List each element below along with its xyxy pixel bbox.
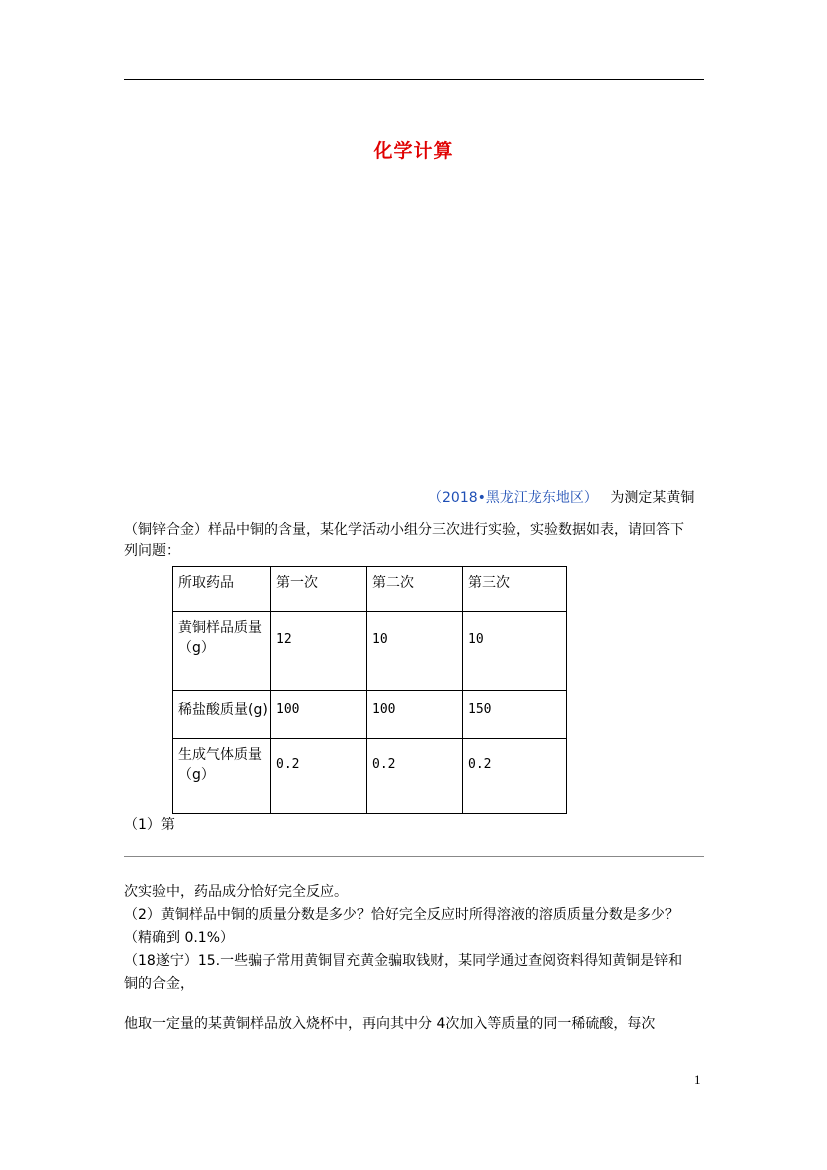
row-label-cell	[173, 739, 271, 814]
table-cell: 10	[367, 612, 463, 691]
section-divider	[124, 856, 704, 857]
row-label-unit: （g）	[178, 640, 215, 656]
table-cell: 150	[463, 691, 567, 739]
header-rule	[124, 79, 704, 80]
page-title: 化学计算	[373, 140, 454, 162]
table-row	[173, 691, 567, 739]
table-header-cell: 第三次	[463, 567, 567, 612]
table-cell: 0.2	[367, 739, 463, 814]
table-cell: 0.2	[463, 739, 567, 814]
problem1-source: （2018•黑龙江龙东地区）	[428, 490, 598, 506]
problem2-line2: 铜的合金，	[124, 976, 194, 992]
problem1-intro	[428, 488, 694, 508]
table-row	[173, 739, 567, 814]
question1-start: （1）第	[124, 817, 175, 833]
experiment-table	[172, 566, 567, 814]
table-row	[173, 612, 567, 691]
question2: （2）黄铜样品中铜的质量分数是多少？恰好完全反应时所得溶液的溶质质量分数是多少？	[124, 907, 679, 923]
question1-continued: 次实验中，药品成分恰好完全反应。	[124, 884, 348, 900]
row-label-cell	[173, 691, 271, 739]
problem1-line2: （铜锌合金）样品中铜的含量，某化学活动小组分三次进行实验，实验数据如表，请回答下	[124, 522, 684, 538]
table-cell: 10	[463, 612, 567, 691]
table-header-cell: 第二次	[367, 567, 463, 612]
row-label: 黄铜样品质量	[178, 620, 262, 636]
problem2-line1: （18遂宁）15.一些骗子常用黄铜冒充黄金骗取钱财，某同学通过查阅资料得知黄铜是锌和	[124, 953, 683, 969]
row-label-unit: （g）	[178, 767, 215, 783]
row-label-cell	[173, 612, 271, 691]
row-label: 稀盐酸质量(g)	[178, 702, 268, 718]
problem1-intro-tail: 为测定某黄铜	[610, 490, 695, 506]
question2-note: （精确到 0.1%）	[124, 930, 235, 946]
table-cell: 100	[271, 691, 367, 739]
table-header-cell: 第一次	[271, 567, 367, 612]
problem2-line3: 他取一定量的某黄铜样品放入烧杯中，再向其中分 4次加入等质量的同一稀硫酸，每次	[124, 1016, 656, 1032]
table-cell: 0.2	[271, 739, 367, 814]
table-cell: 100	[367, 691, 463, 739]
table-cell: 12	[271, 612, 367, 691]
page-number: 1	[694, 1072, 701, 1087]
table-header-row	[173, 567, 567, 612]
problem1-line3: 列问题：	[124, 543, 180, 559]
table-header-cell: 所取药品	[173, 567, 271, 612]
row-label: 生成气体质量	[178, 747, 262, 763]
